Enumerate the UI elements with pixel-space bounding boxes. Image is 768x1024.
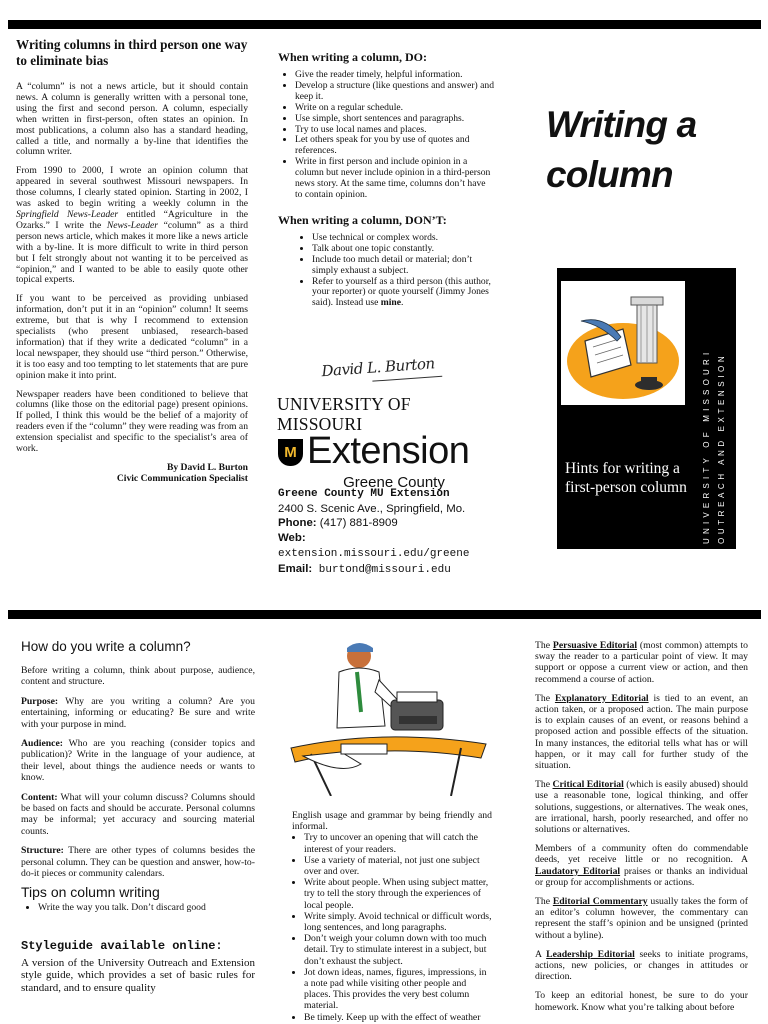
styleguide-title: Styleguide available online: bbox=[21, 938, 223, 953]
structure-para: Structure: There are other types of columns besides the personal column. They can be question and answer, how-to-do-it pieces or community calendars. bbox=[21, 845, 255, 880]
dont-item: • Include too much detail or material; don’t simply exhaust a subject. bbox=[312, 255, 494, 277]
mu-shield-icon: M bbox=[278, 439, 303, 466]
tips-list bbox=[21, 902, 255, 913]
clipart-typewriter-man-icon bbox=[281, 636, 491, 796]
grammar-cont: English usage and grammar by being friendly and informal. bbox=[292, 810, 492, 833]
content-para: Content: What will your column discuss? Columns should be based on facts and should be accurate. Personal columns may be informal; yet accuracy and sourcing material counts. bbox=[21, 791, 255, 837]
do-item: • Write on a regular schedule. bbox=[295, 103, 494, 114]
left-para-4: Newspaper readers have been conditioned to believe that columns (like those on the editorial page) present opinions. If polled, I think this would be the belief of a majority of readers even if the “column” they were reading was from an extension specialist and specific to the specialist’s area of work. bbox=[16, 388, 248, 455]
explanatory-para: The Explanatory Editorial is tied to an event, an action taken, or a proposed action. The main purpose is to explain causes of an event, or reasons behind a proposed action and possible effects of the situation. In many instances, the editorial tells what has or will happen, or it may call for further study of the situation. bbox=[535, 692, 749, 772]
university-name: UNIVERSITY OF MISSOURI bbox=[277, 394, 411, 434]
bottom-middle-column bbox=[292, 810, 492, 1023]
dont-item: • Talk about one topic constantly. bbox=[312, 244, 494, 255]
dont-item: • Use technical or complex words. bbox=[312, 233, 494, 244]
audience-para: Audience: Who are you reaching (consider topics and publication)? Write in the language of your audience, at their level, about things the audience needs or wants to know. bbox=[21, 738, 255, 784]
how-intro: Before writing a column, think about purpose, audience, content and structure. bbox=[21, 665, 255, 688]
leadership-para: A Leadership Editorial seeks to initiate programs, actions, new policies, or changes in attitudes or direction. bbox=[535, 948, 748, 983]
left-column bbox=[16, 37, 248, 485]
middle-bar bbox=[8, 610, 761, 619]
dont-list bbox=[278, 233, 494, 309]
do-item: • Write in first person and include opinion in a column but never include opinion in a third-person news story. At the same time, columns don’t have to contain opinion. bbox=[295, 157, 494, 201]
tip-item: • Don’t weigh your column down with too much detail. Try to stimulate interest in a subject, but don’t exhaust the subject. bbox=[304, 933, 492, 967]
office-email[interactable]: Email: burtond@missouri.edu bbox=[278, 562, 451, 576]
left-para-1: A “column” is not a news article, but it should contain news. A column is generally written with a personal tone, using the first and second person. A column, especially when written in first-person, often states an opinion. In most publications, a column also has a standard heading, called a title, and normally a by-line that identifies the column writer. bbox=[16, 81, 248, 158]
tips-title: Tips on column writing bbox=[21, 883, 160, 900]
laudatory-para: Members of a community often do commendable deeds, yet receive little or no recognition. A Laudatory Editorial praises or thanks an individual or group for accomplishments or actions. bbox=[535, 843, 748, 888]
bottom-right-column bbox=[535, 640, 748, 1021]
honest-para: To keep an editorial honest, be sure to do your homework. Know what you’re talking about before bbox=[535, 990, 748, 1013]
do-item: • Try to use local names and places. bbox=[295, 125, 494, 136]
tip-item: • Use a variety of material, not just one subject over and over. bbox=[304, 855, 492, 877]
top-bar bbox=[8, 20, 761, 29]
mu-extension-logo bbox=[277, 394, 491, 492]
clipart-quill-book-icon bbox=[561, 281, 685, 405]
extension-wordmark: Extension bbox=[307, 430, 470, 472]
office-address: 2400 S. Scenic Ave., Springfield, Mo. bbox=[278, 502, 466, 515]
how-title: How do you write a column? bbox=[21, 639, 191, 654]
office-web[interactable]: Web: extension.missouri.edu/greene bbox=[278, 531, 470, 560]
dont-title: When writing a column, DON’T: bbox=[278, 212, 447, 227]
tip-item: • Jot down ideas, names, figures, impressions, in a note pad while visiting other people and places. This provides the very best column material. bbox=[304, 967, 492, 1012]
vertical-university-text: UNIVERSITY OF MISSOURI bbox=[702, 348, 711, 544]
tips-more-list bbox=[292, 832, 492, 1022]
left-column-title: Writing columns in third person one way to eliminate bias bbox=[16, 37, 248, 68]
tip-item: • Write about people. When using subject matter, try to tell the story through the experiences of local people. bbox=[304, 877, 492, 911]
tip-item: • Write simply. Avoid technical or difficult words, long sentences, and long paragraphs. bbox=[304, 911, 492, 933]
byline: By David L. Burton Civic Communication Specialist bbox=[116, 462, 248, 484]
critical-para: The Critical Editorial (which is easily abused) should use a reasonable tone, logical thinking, and offer solutions, suggestions, or alternatives. The weak ones, are irrational, harsh, poorly researched, and offer no solutions or alternatives. bbox=[535, 779, 748, 836]
middle-column bbox=[278, 50, 494, 309]
commentary-para: The Editorial Commentary usually takes the form of an editor’s column however, the commentary can represent the staff’s opinion and be unsigned (printed without a byline). bbox=[535, 896, 749, 941]
do-title: When writing a column, DO: bbox=[278, 50, 428, 64]
contact-block bbox=[278, 487, 498, 577]
styleguide-para: A version of the University Outreach and Extension style guide, which provides a set of basic rules for standard, and to ensure quality bbox=[21, 956, 255, 994]
vertical-outreach-text: OUTREACH AND EXTENSION bbox=[717, 352, 726, 544]
tip-item: • Try to uncover an opening that will catch the interest of your readers. bbox=[304, 832, 492, 854]
tips-item: • Write the way you talk. Don’t discard good bbox=[38, 902, 255, 913]
do-list bbox=[278, 70, 494, 201]
purpose-para: Purpose: Why are you writing a column? Are you entertaining, informing or educating? Be sure and write with your purpose in mind. bbox=[21, 695, 255, 730]
persuasive-para: The Persuasive Editorial (most common) attempts to sway the reader to a particular point of view. It may support or oppose a current view or action, and then recommend a course of action. bbox=[535, 640, 749, 685]
cover-title: Writing a column bbox=[546, 104, 697, 195]
do-item: • Give the reader timely, helpful information. bbox=[295, 70, 494, 81]
tip-item: • Be timely. Keep up with the effect of weather bbox=[304, 1012, 492, 1023]
signature: David L. Burton bbox=[321, 354, 443, 396]
do-item: • Develop a structure (like questions and answer) and keep it. bbox=[295, 81, 494, 103]
do-item: • Let others speak for you by use of quotes and references. bbox=[295, 135, 494, 157]
do-item: • Use simple, short sentences and paragraphs. bbox=[295, 114, 494, 125]
left-para-2: From 1990 to 2000, I wrote an opinion column that appeared in several southwest Missouri newspapers. In those columns, I clearly stated opinion. Starting in 2002, I was asked to begin writing a weekly column in the Springfield News-Leader entitled “Agriculture in the Ozarks.” I write the News-Leader “column” as a third person news article, which makes it more like a news article with a by-line. It is more difficult to write in third person but I felt strongly about not wanting it to be perceived as “opinion,” and I wanted to be able to easily quote other topical experts. bbox=[16, 165, 248, 286]
left-para-3: If you want to be perceived as providing unbiased information, don’t put it in an “opinion” column! It seems extreme, but that is why I recommend to extension specialists (who present unbiased, research-based information) that if they write a dedicated “column” in a local newspaper, they should use “third person.” Otherwise, it is too easy and too tempting to let statements that are pure opinion make it into print. bbox=[16, 293, 248, 381]
county-name: Greene County bbox=[343, 474, 445, 491]
office-name: Greene County MU Extension bbox=[278, 488, 450, 500]
dont-item: • Refer to yourself as a third person (this author, your reporter) or quote yourself (Jimmy Jones said). Instead use mine. bbox=[312, 277, 494, 310]
office-phone: Phone: (417) 881-8909 bbox=[278, 517, 398, 529]
bottom-left-column bbox=[21, 639, 255, 1002]
hints-text: Hints for writing a first-person column bbox=[565, 460, 687, 496]
cover-black-panel bbox=[557, 268, 736, 549]
